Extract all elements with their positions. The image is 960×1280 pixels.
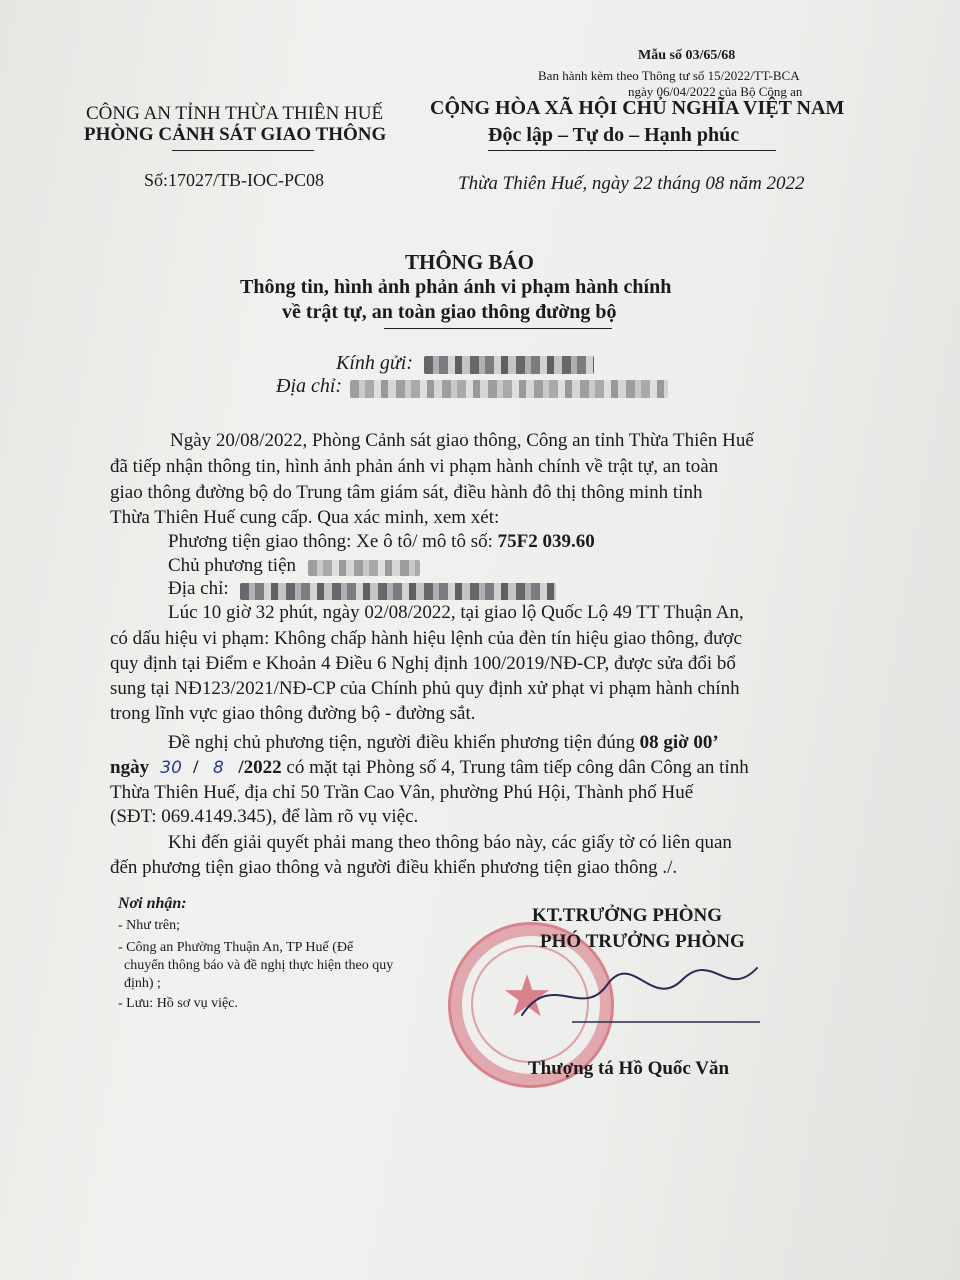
vehicle-line — [168, 531, 595, 553]
signature-role-1: KT.TRƯỞNG PHÒNG — [532, 905, 722, 926]
body-p1-line1: Ngày 20/08/2022, Phòng Cảnh sát giao thông, Công an tỉnh Thừa Thiên Huế — [170, 430, 754, 451]
owner-label: Chủ phương tiện — [168, 555, 297, 576]
recipients-item-1: - Như trên; — [118, 918, 181, 933]
form-issued-line2: ngày 06/04/2022 của Bộ Công an — [628, 84, 803, 99]
vehicle-plate: 75F2 039.60 — [497, 531, 595, 552]
appointment-time: 08 giờ 00’ — [639, 732, 719, 753]
body-p2-line2: có dấu hiệu vi phạm: Không chấp hành hiệu lệnh của đèn tín hiệu giao thông, được — [110, 628, 742, 649]
star-emblem-icon: ★ — [501, 962, 553, 1030]
recipient-label: Kính gửi: — [336, 352, 414, 374]
notice-subtitle-1: Thông tin, hình ảnh phản ánh vi phạm hành chính — [240, 276, 672, 298]
recipients-item-2-line3: định) ; — [124, 976, 161, 991]
appointment-year: /2022 — [238, 757, 282, 778]
appointment-month-handwritten: 8 — [212, 758, 224, 778]
body-p2-line4: sung tại NĐ123/2021/NĐ-CP của Chính phủ quy định xử phạt vi phạm hành chính — [110, 678, 740, 699]
recipients-item-3: - Lưu: Hồ sơ vụ việc. — [118, 996, 238, 1011]
notice-subtitle-2: về trật tự, an toàn giao thông đường bộ — [282, 301, 617, 323]
body-p3-line2 — [110, 757, 749, 779]
agency-parent: CÔNG AN TỈNH THỪA THIÊN HUẾ — [86, 103, 384, 124]
body-p3-line2-rest: có mặt tại Phòng số 4, Trung tâm tiếp công dân Công an tỉnh — [281, 757, 749, 778]
owner-name-redacted — [308, 560, 420, 576]
body-p1-line2: đã tiếp nhận thông tin, hình ảnh phản ánh vi phạm hành chính về trật tự, an toàn — [110, 456, 719, 477]
agency-name: PHÒNG CẢNH SÁT GIAO THÔNG — [84, 124, 387, 145]
appointment-day-handwritten: 30 — [160, 758, 182, 778]
body-p2-line1: Lúc 10 giờ 32 phút, ngày 02/08/2022, tại giao lộ Quốc Lộ 49 TT Thuận An, — [168, 602, 744, 623]
recipient-name-redacted — [424, 356, 594, 374]
recipient-address-redacted — [350, 380, 668, 398]
recipient-address-label: Địa chỉ: — [276, 375, 343, 397]
form-issued-line1: Ban hành kèm theo Thông tư số 15/2022/TT-BCA — [538, 68, 800, 83]
recipients-heading: Nơi nhận: — [118, 895, 187, 912]
body-p3-line1 — [168, 732, 719, 754]
document-number: Số:17027/TB-IOC-PC08 — [144, 170, 325, 190]
notice-title: THÔNG BÁO — [405, 250, 534, 274]
owner-address-label: Địa chỉ: — [168, 578, 229, 599]
body-p1-line4: Thừa Thiên Huế cung cấp. Qua xác minh, xem xét: — [110, 507, 500, 528]
appointment-day-label: ngày — [110, 757, 150, 778]
body-p1-line3: giao thông đường bộ do Trung tâm giám sát, điều hành đô thị thông minh tỉnh — [110, 482, 703, 503]
vehicle-label: Phương tiện giao thông: Xe ô tô/ mô tô số: — [168, 531, 498, 552]
country-name: CỘNG HÒA XÃ HỘI CHỦ NGHĨA VIỆT NAM — [430, 97, 845, 119]
recipients-item-2-line1: - Công an Phường Thuận An, TP Huế (Để — [118, 940, 354, 955]
body-p4-line1: Khi đến giải quyết phải mang theo thông báo này, các giấy tờ có liên quan — [168, 832, 732, 853]
signer-name: Thượng tá Hồ Quốc Văn — [528, 1058, 730, 1079]
form-number: Mẫu số 03/65/68 — [638, 48, 736, 63]
appointment-day-separator: / — [193, 757, 199, 778]
subtitle-underline — [384, 328, 612, 329]
body-p2-line3: quy định tại Điểm e Khoản 4 Điều 6 Nghị định 100/2019/NĐ-CP, được sửa đổi bổ — [110, 653, 736, 674]
body-p3-line3: Thừa Thiên Huế, địa chỉ 50 Trần Cao Vân, phường Phú Hội, Thành phố Huế — [110, 782, 694, 803]
body-p4-line2: đến phương tiện giao thông và người điều khiển phương tiện giao thông ./. — [110, 857, 678, 878]
body-p3-text: Đề nghị chủ phương tiện, người điều khiển phương tiện đúng — [168, 732, 640, 753]
place-date: Thừa Thiên Huế, ngày 22 tháng 08 năm 2022 — [458, 173, 805, 194]
national-motto: Độc lập – Tự do – Hạnh phúc — [488, 124, 740, 146]
motto-underline — [488, 150, 776, 151]
signature-role-2: PHÓ TRƯỞNG PHÒNG — [540, 931, 745, 952]
body-p3-line4: (SĐT: 069.4149.345), để làm rõ vụ việc. — [110, 806, 419, 827]
body-p2-line5: trong lĩnh vực giao thông đường bộ - đường sắt. — [110, 703, 476, 724]
handwritten-signature — [512, 960, 762, 1030]
owner-address-redacted — [240, 583, 556, 600]
recipients-item-2-line2: chuyển thông báo và đề nghị thực hiện theo quy — [124, 958, 394, 973]
agency-underline — [172, 150, 314, 151]
